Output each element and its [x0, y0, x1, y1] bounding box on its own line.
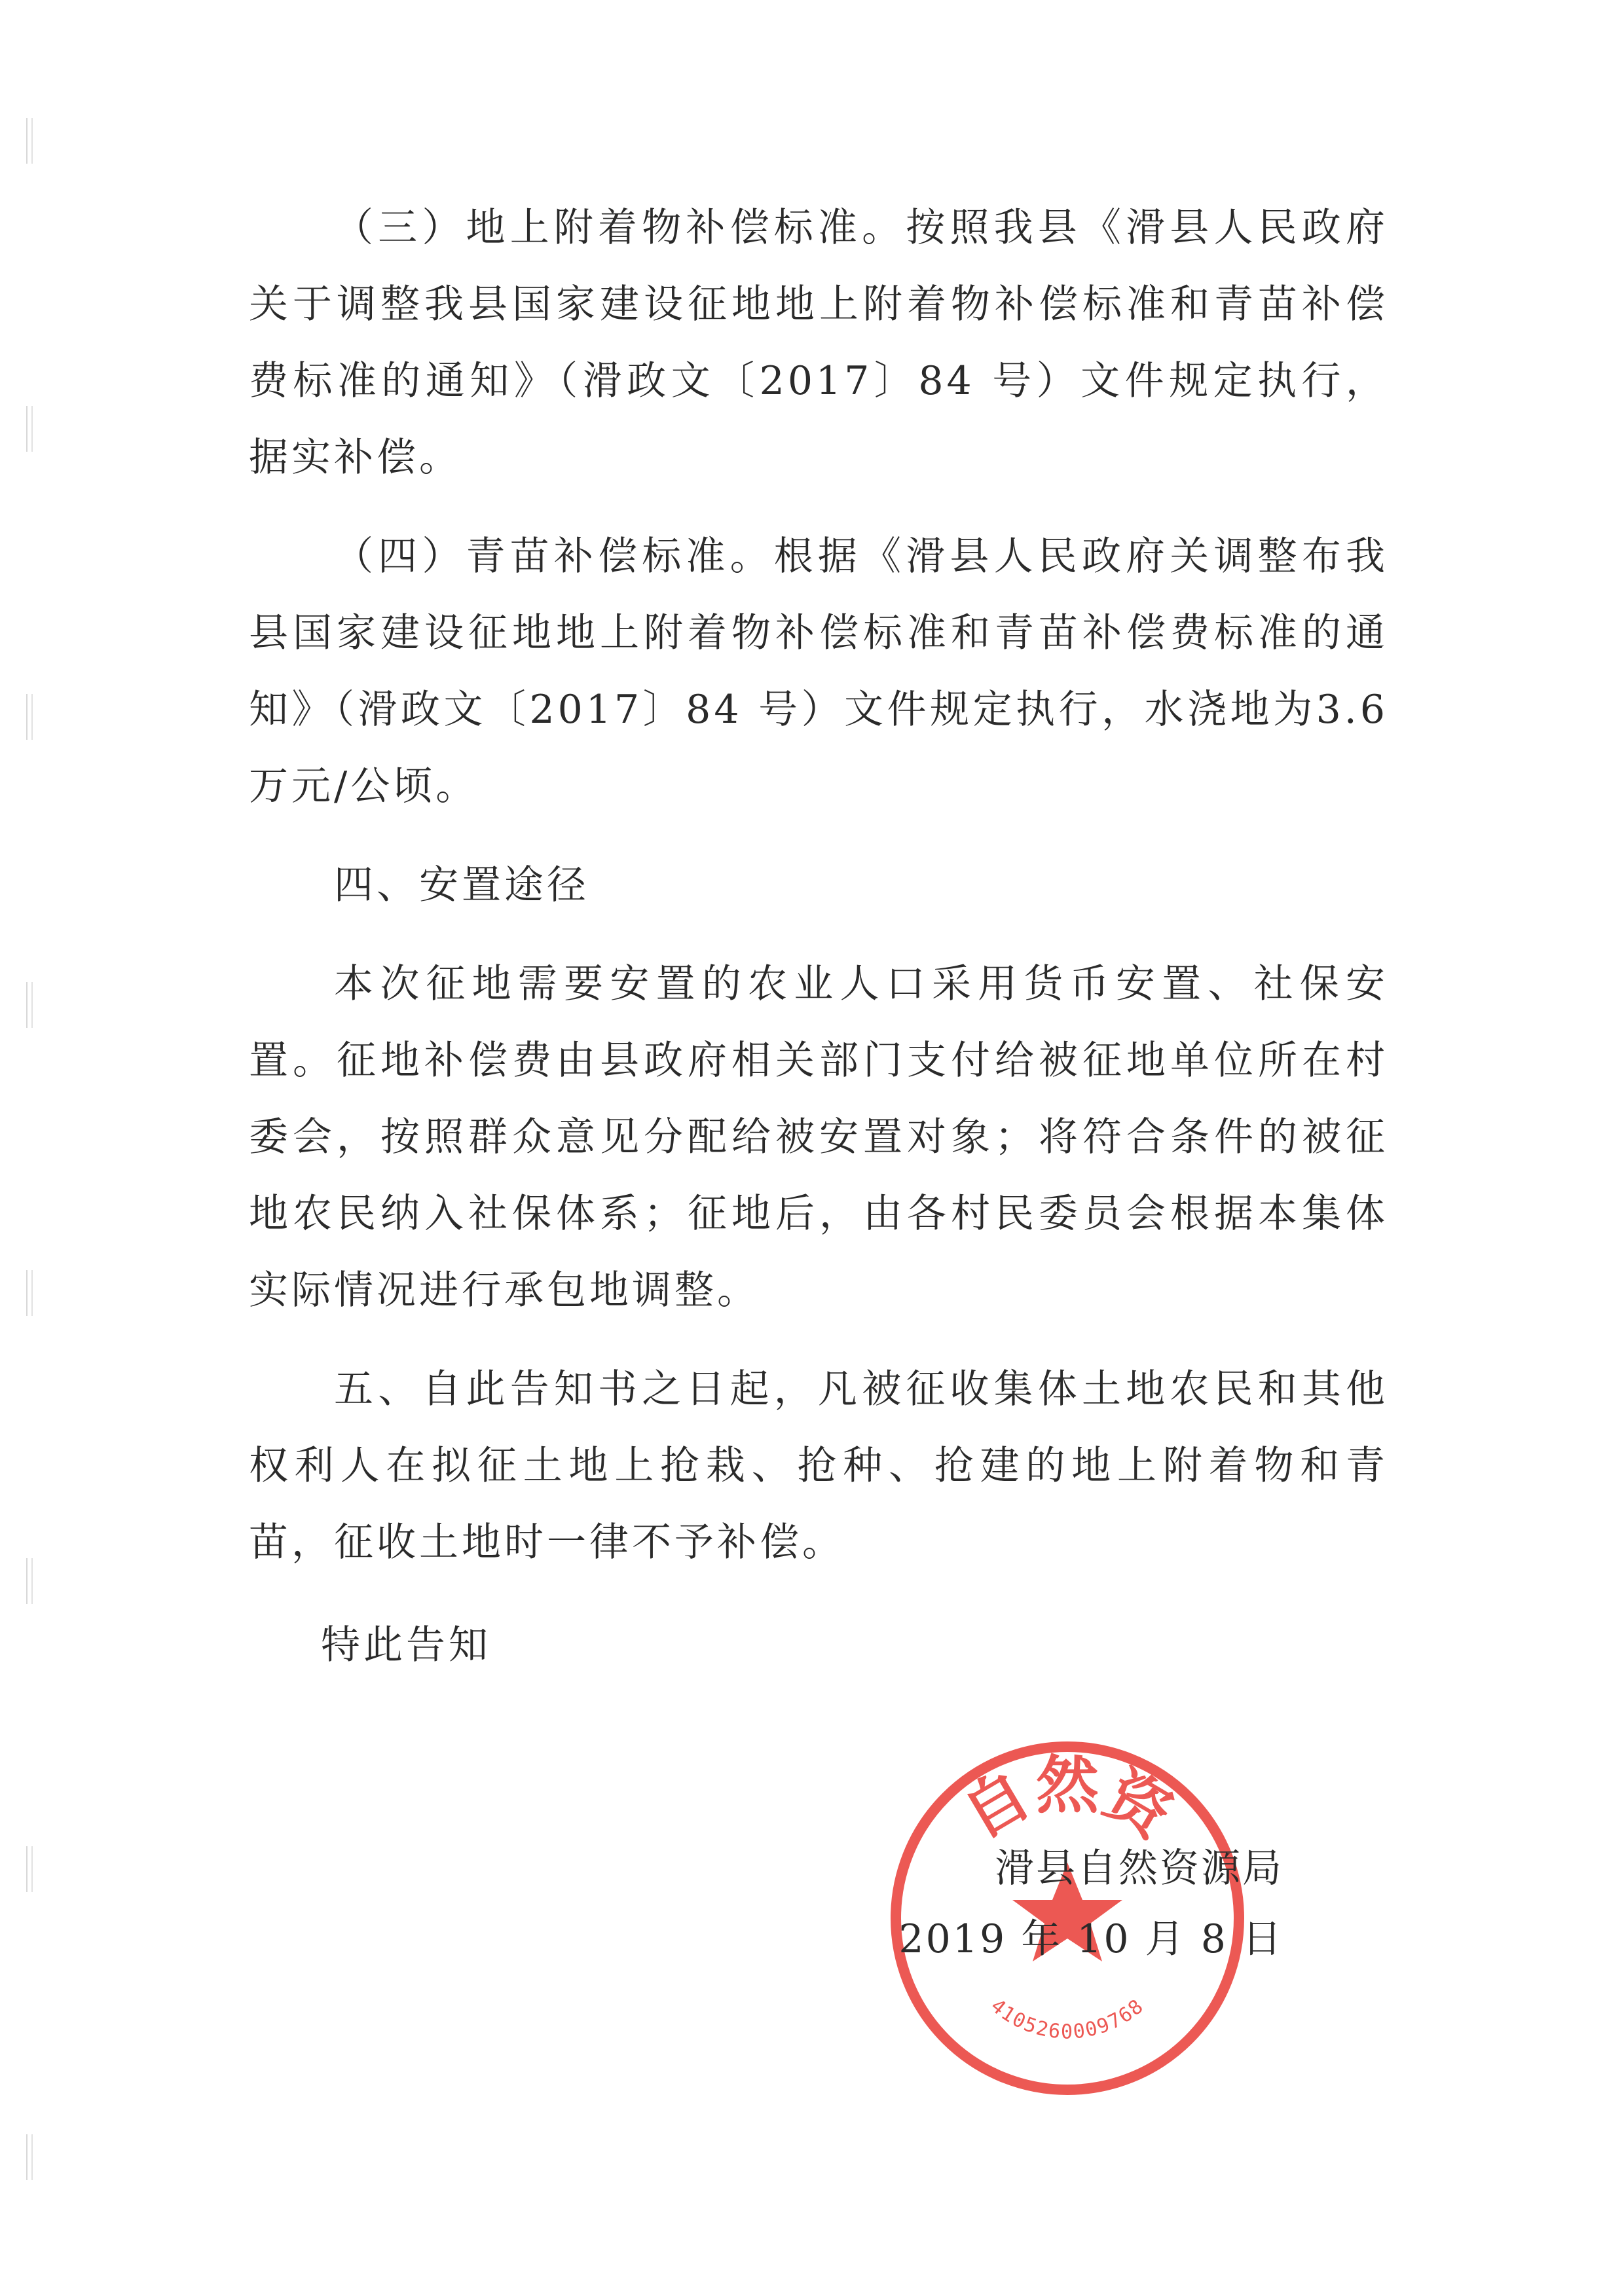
- issuer-name: 滑县自然资源局: [995, 1846, 1283, 1891]
- margin-mark: [26, 2134, 33, 2180]
- section-five: 五、自此告知书之日起，凡被征收集体土地农民和其他权利人在拟征土地上抢栽、抢种、抢建的地上附着物和青苗，征收土地时一律不予补偿。: [249, 1366, 1388, 1565]
- seal-code: 4105260009768: [986, 1994, 1149, 2044]
- margin-mark: [26, 118, 33, 164]
- binding-margin-marks: [26, 118, 35, 2213]
- paragraph-attachment-compensation: （三）地上附着物补偿标准。按照我县《滑县人民政府关于调整我县国家建设征地地上附着物补偿标准和青苗补偿费标准的通知》（滑政文〔2017〕84 号）文件规定执行，据实补偿。: [249, 205, 1388, 481]
- margin-mark: [26, 1558, 33, 1604]
- margin-mark: [26, 406, 33, 452]
- margin-mark: [26, 694, 33, 740]
- margin-mark: [26, 982, 33, 1028]
- section-four-heading: 四、安置途径: [334, 862, 589, 908]
- issue-date: 2019 年 10 月 8 日: [898, 1916, 1283, 1962]
- paragraph-crop-compensation: （四）青苗补偿标准。根据《滑县人民政府关调整布我县国家建设征地地上附着物补偿标准和青苗补偿费标准的通知》（滑政文〔2017〕84 号）文件规定执行，水浇地为3.6万元/公顷。: [249, 534, 1388, 809]
- seal-top-text: 自然资: [950, 1748, 1185, 1853]
- signature-block: [891, 1833, 1283, 1975]
- margin-mark: [26, 1270, 33, 1316]
- document-body: [249, 190, 1388, 1684]
- section-four-body: 本次征地需要安置的农业人口采用货币安置、社保安置。征地补偿费由县政府相关部门支付给被征地单位所在村委会，按照群众意见分配给被安置对象；将符合条件的被征地农民纳入社保体系；征地后，由各村民委员会根据本集体实际情况进行承包地调整。: [249, 961, 1388, 1313]
- closing-remark: 特此告知: [321, 1622, 491, 1668]
- margin-mark: [26, 1846, 33, 1892]
